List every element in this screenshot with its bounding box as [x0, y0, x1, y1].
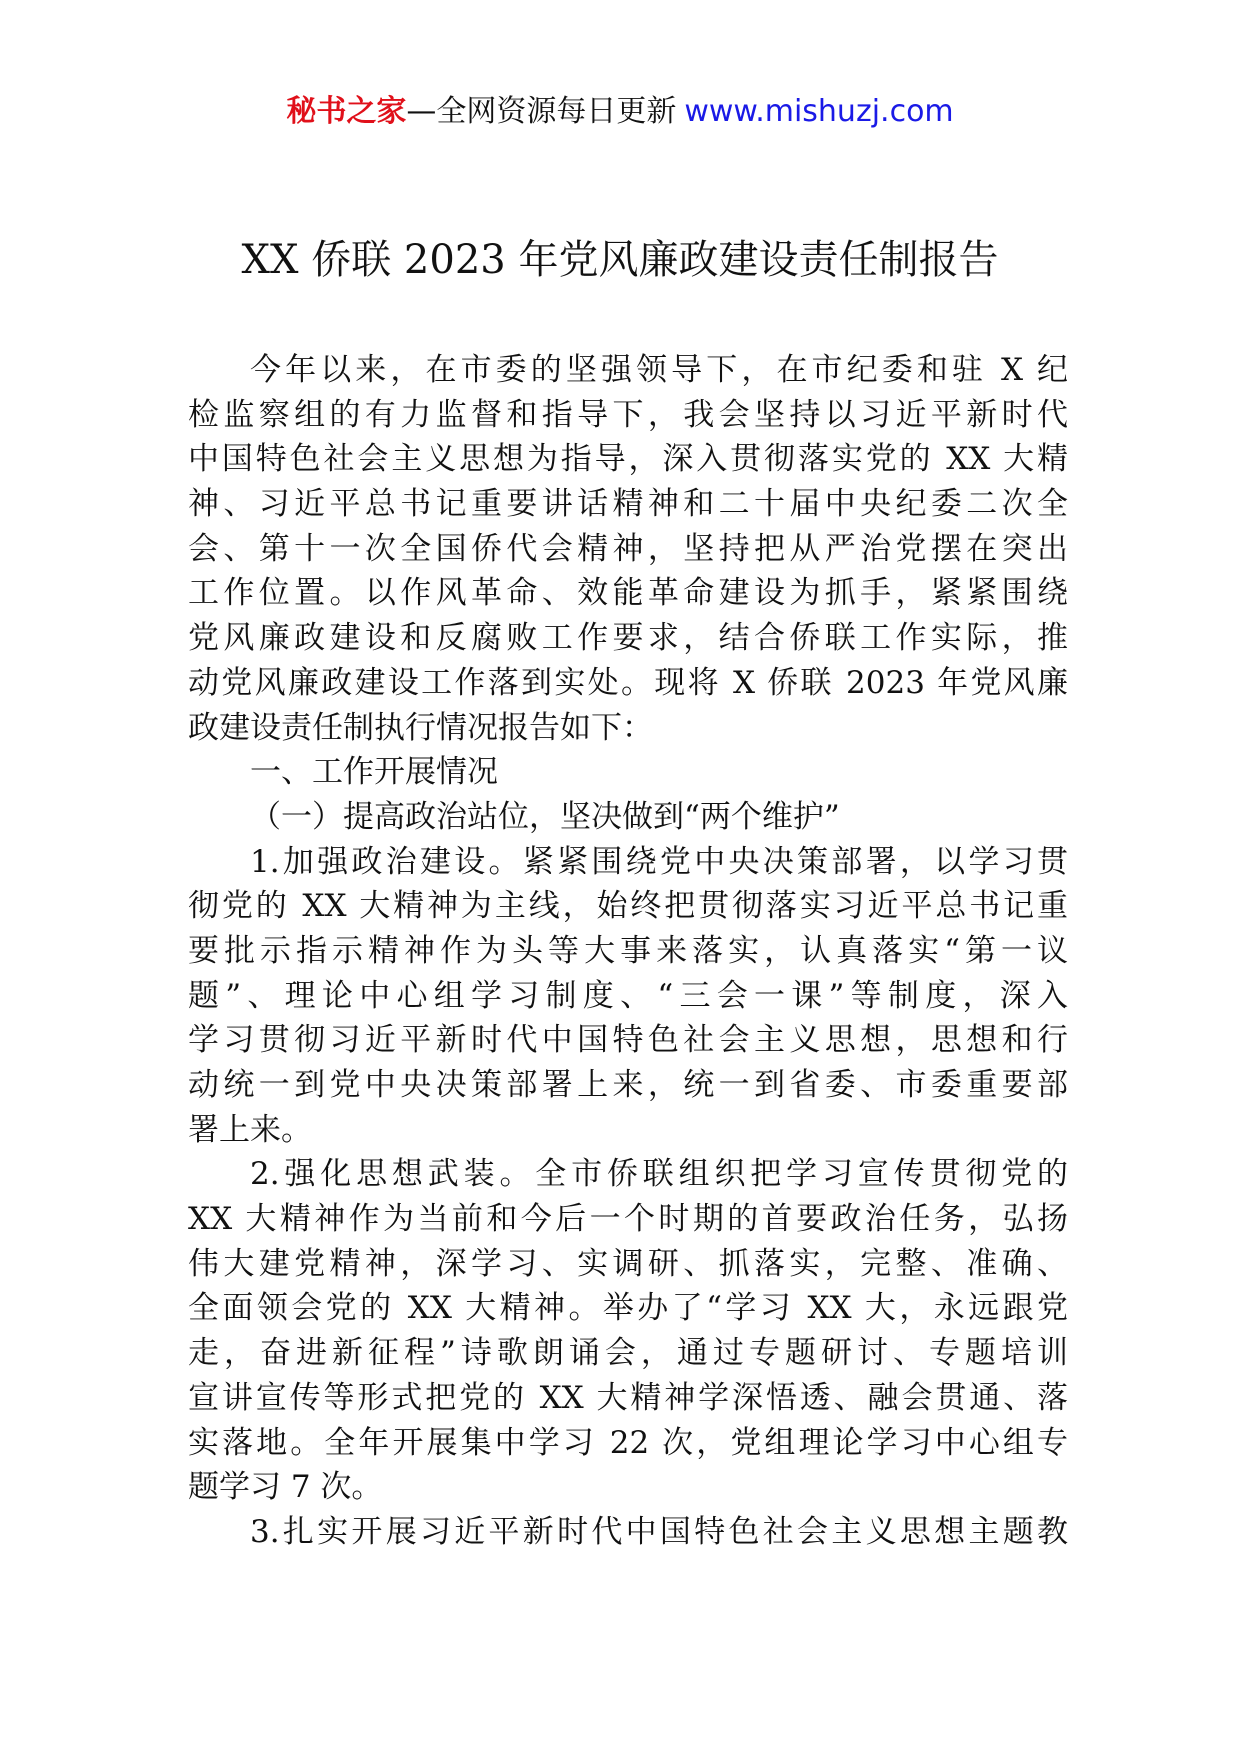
body-line: 彻党的 XX 大精神为主线，始终把贯彻落实习近平总书记重 — [188, 888, 1068, 925]
body-line: 工作位置。以作风革命、效能革命建设为抓手，紧紧围绕 — [188, 575, 1068, 612]
body-line: 全面领会党的 XX 大精神。举办了“学习 XX 大，永远跟党 — [188, 1290, 1068, 1327]
document-title: XX 侨联 2023 年党风廉政建设责任制报告 — [241, 237, 999, 283]
site-tagline: —全网资源每日更新 — [406, 94, 677, 129]
document-body — [188, 348, 1068, 1555]
body-line: 会、第十一次全国侨代会精神，坚持把从严治党摆在突出 — [188, 530, 1068, 567]
body-line: 政建设责任制执行情况报告如下： — [188, 709, 653, 746]
body-line: 检监察组的有力监督和指导下，我会坚持以习近平新时代 — [188, 396, 1068, 433]
body-line: 实落地。全年开展集中学习 22 次，党组理论学习中心组专 — [188, 1424, 1068, 1461]
body-line: 署上来。 — [188, 1111, 312, 1148]
body-line: 动统一到党中央决策部署上来，统一到省委、市委重要部 — [188, 1067, 1068, 1103]
body-line: 党风廉政建设和反腐败工作要求，结合侨联工作实际，推 — [188, 620, 1068, 657]
section-heading: 一、工作开展情况 — [250, 754, 498, 791]
body-line: 伟大建党精神，深学习、实调研、抓落实，完整、准确、 — [188, 1245, 1068, 1282]
site-brand: 秘书之家 — [286, 94, 407, 129]
body-line: 3.扎实开展习近平新时代中国特色社会主义思想主题教 — [250, 1513, 1068, 1550]
body-line: 题学习 7 次。 — [188, 1469, 383, 1506]
body-line: 中国特色社会主义思想为指导，深入贯彻落实党的 XX 大精 — [188, 441, 1068, 478]
body-line: 1.加强政治建设。紧紧围绕党中央决策部署，以学习贯 — [250, 843, 1068, 880]
body-line: 题”、理论中心组学习制度、“三会一课”等制度，深入 — [188, 977, 1068, 1014]
body-line: 神、习近平总书记重要讲话精神和二十届中央纪委二次全 — [188, 486, 1068, 523]
body-line: 走，奋进新征程”诗歌朗诵会，通过专题研讨、专题培训 — [188, 1335, 1068, 1372]
body-line: 学习贯彻习近平新时代中国特色社会主义思想，思想和行 — [188, 1022, 1068, 1059]
site-url-link[interactable]: www.mishuzj.com — [684, 94, 954, 129]
body-line: XX 大精神作为当前和今后一个时期的首要政治任务，弘扬 — [188, 1201, 1068, 1238]
subsection-heading: （一）提高政治站位，坚决做到“两个维护” — [250, 798, 840, 835]
body-line: 要批示指示精神作为头等大事来落实，认真落实“第一议 — [188, 932, 1068, 969]
body-line: 宣讲宣传等形式把党的 XX 大精神学深悟透、融会贯通、落 — [188, 1379, 1068, 1416]
body-line: 2.强化思想武装。全市侨联组织把学习宣传贯彻党的 — [250, 1156, 1068, 1193]
body-line: 今年以来，在市委的坚强领导下，在市纪委和驻 X 纪 — [250, 352, 1068, 388]
site-header — [0, 92, 1240, 132]
body-line: 动党风廉政建设工作落到实处。现将 X 侨联 2023 年党风廉 — [188, 664, 1068, 701]
